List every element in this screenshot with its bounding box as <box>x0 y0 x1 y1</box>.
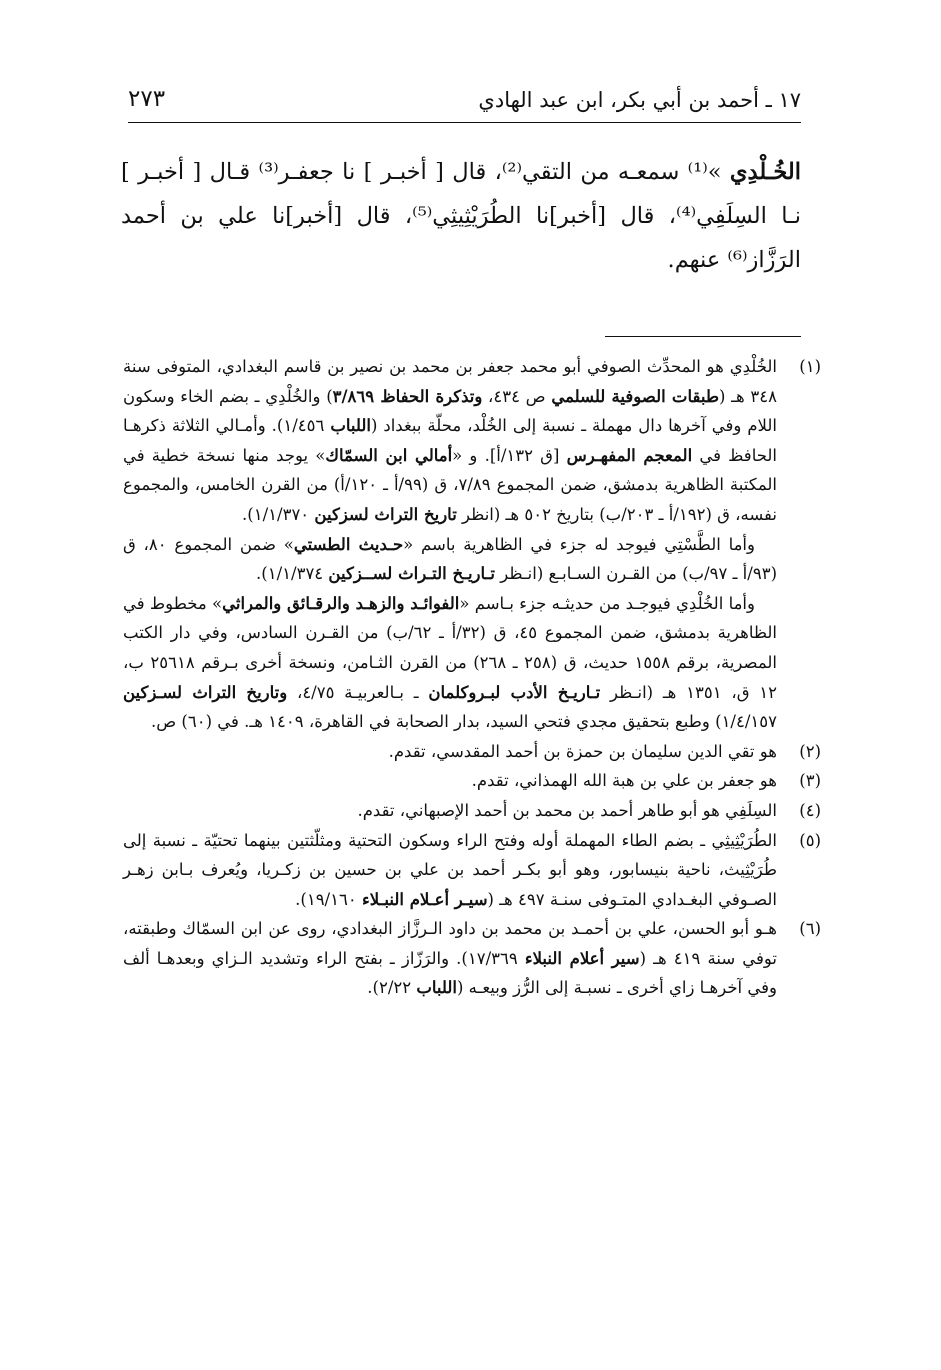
footnote-number: (٥) <box>799 830 821 850</box>
fn-text: ٢/٢٢). <box>367 978 417 998</box>
fn-bold: تـاريـخ التـراث لســزكين <box>328 564 495 584</box>
fn-text: ـ بـالعربيـة ٤/٧٥، <box>287 682 429 702</box>
fn-text: وأما الخُلْدِي فيوجـد من حديثـه جزء بـاسم « <box>459 593 755 613</box>
footnote-separator <box>605 336 801 337</box>
fn-text: ١/٤٥٦). وأمـالي الثلاثة ذكرهـا الحافظ في <box>123 416 777 465</box>
footnote-number: (٦) <box>799 919 821 939</box>
page-number: ٢٧٣ <box>128 86 166 112</box>
fn-text: ١/٤/١٥٧) وطبع بتحقيق مجدي فتحي السيد، بدار الصحابة في القاهرة، ١٤٠٩ هـ. في (٦٠) ص. <box>150 712 777 732</box>
fn-text: وأما الطَّسْتِي فيوجد له جزء في الظاهرية باسم « <box>403 534 755 554</box>
footnote-2 <box>123 737 821 767</box>
main-text-body: »⁽¹⁾ سمعـه من التقي⁽²⁾، قال [ أخبـر ] نا جعفـر⁽³⁾ قـال [ أخبـر ] نـا السِلَفِي⁽⁴⁾، قال [أخبر]نا الطُرَيْثِيثِي⁽⁵⁾، قال [أخبر]نا علي بن أحمد الرَزَّاز⁽⁶⁾ عنهم. <box>121 159 801 273</box>
fn-bold: حـديث الطستي <box>293 534 404 554</box>
main-paragraph <box>121 150 801 282</box>
footnote-1-para-1 <box>123 352 777 530</box>
footnote-5-text <box>123 826 777 915</box>
name-khuldi: الخُـلْدِي <box>729 159 802 185</box>
fn-bold: سير أعلام النبلاء <box>524 948 640 968</box>
fn-bold: طبقات الصوفية للسلمي <box>551 386 719 406</box>
footnote-number: (٣) <box>799 771 821 791</box>
fn-bold: تـاريـخ الأدب لبـروكلمان <box>428 682 601 702</box>
footnote-4 <box>123 796 821 826</box>
footnote-1-para-3 <box>123 589 777 737</box>
fn-text: » يوجد منها نسخة خطية في المكتبة الظاهرية بدمشق، ضمن المجموع ٧/٨٩، ق (٩٩/أ ـ ١٢٠/أ) من القرن الخامس، والمجموع نفسه، ق (١٩٢/أ ـ ٢٠٣/ب) بتاريخ ٥٠٢ هـ (انظر <box>123 445 778 524</box>
fn-text: الخُلْدِي هو المحدِّث الصوفي أبو محمد جعفر بن محمد بن نصير بن قاسم البغدادي، المتوفى سنة ٣٤٨ هـ ( <box>123 357 777 406</box>
fn-bold: تاريخ التراث لسزكين <box>314 504 457 524</box>
footnote-5 <box>123 826 821 915</box>
fn-text: ١٧/٣٦٩). والرَزّاز ـ بفتح الراء وتشديد الـزاي وبعدهـا ألف وفي آخرهـا زاي أخرى ـ نسبـة إلى الرُّز وبيعـه ( <box>123 948 777 998</box>
fn-bold: المعجم المفهـرس <box>566 445 693 465</box>
fn-bold: الفوائـد والزهـد والرقـائق والمراثي <box>222 593 460 613</box>
fn-bold: وتذكرة الحفاظ ٣/٨٦٩ <box>332 386 483 406</box>
fn-bold: سيـر أعـلام النبـلاء <box>361 889 488 909</box>
main-text <box>121 150 801 282</box>
footnote-6-text <box>123 914 777 1003</box>
chapter-title: ١٧ ـ أحمد بن أبي بكر، ابن عبد الهادي <box>478 88 801 112</box>
fn-text: » مخطوط في الظاهرية بدمشق، ضمن المجموع ٤٥، ق (٣٢/أ ـ ٦٢/ب) من القـرن السادس، وفي دار الكتب المصرية، برقم ١٥٥٨ حديث، ق (٢٥٨ ـ ٢٦٨) من القرن الثـامن، ونسخة أخرى بـرقم ٢٥٦١٨ ب، ١٢ ق، ١٣٥١ هـ (انـظر <box>123 593 778 702</box>
footnotes <box>123 352 821 1003</box>
footnote-6 <box>123 914 821 1003</box>
fn-text: ص ٤٣٤، <box>482 386 552 406</box>
fn-bold: اللباب <box>416 978 457 998</box>
footnote-number: (١) <box>799 357 821 376</box>
fn-text: ١/١/٣٧٠). <box>242 504 315 524</box>
footnote-number: (٤) <box>799 800 821 820</box>
fn-bold: اللباب <box>330 416 371 436</box>
footnote-3 <box>123 766 821 796</box>
footnote-4-text: السِلَفِي هو أبو طاهر أحمد بن محمد بن أحمد الإصبهاني، تقدم. <box>357 800 777 820</box>
footnote-1 <box>123 352 821 737</box>
footnote-1-para-2 <box>123 530 777 589</box>
fn-text: ١٩/١٦٠). <box>295 889 362 909</box>
running-header <box>128 82 801 123</box>
fn-bold: وتاريخ التراث لسـزكين <box>123 682 288 702</box>
fn-text: الطُرَيْثِيثِي ـ بضم الطاء المهملة أوله وفتح الراء وسكون التحتية ومثلّثتين بينهما تحتيّة ـ نسبة إلى طُرَيْثِيث، ناحية بنيسابور، وهو أبو بكـر أحمد بن علي بن حسين بن زكـريا، ويُعرف بـابن زهـر الصـوفي البغـدادي المتـوفى سنـة ٤٩٧ هـ ( <box>123 830 777 909</box>
fn-text: [ق ١٣٢/أ]. و « <box>452 445 567 465</box>
fn-text: هـو أبو الحسن، علي بن أحمـد بن محمد بن داود الـرزَّاز البغدادي، روى عن ابن السمّاك وطبقته، توفي سنة ٤١٩ هـ ( <box>123 919 778 968</box>
footnote-2-text: هو تقي الدين سليمان بن حمزة بن أحمد المقدسي، تقدم. <box>388 741 777 761</box>
fn-text: ١/١/٣٧٤). <box>256 564 329 584</box>
fn-bold: أمالي ابن السمّاك <box>325 445 453 465</box>
fn-text: ) والخُلْدِي ـ بضم الخاء وسكون اللام وفي آخرها دال مهملة ـ نسبة إلى الخُلْد، محلّة ببغداد ( <box>123 386 777 436</box>
fn-text: » ضمن المجموع ٨٠، ق (٩٣/أ ـ ٩٧/ب) من القـرن السـابـع (انـظر <box>123 534 777 584</box>
footnote-number: (٢) <box>799 741 821 761</box>
footnote-3-text: هو جعفر بن علي بن هبة الله الهمذاني، تقدم. <box>471 771 777 791</box>
